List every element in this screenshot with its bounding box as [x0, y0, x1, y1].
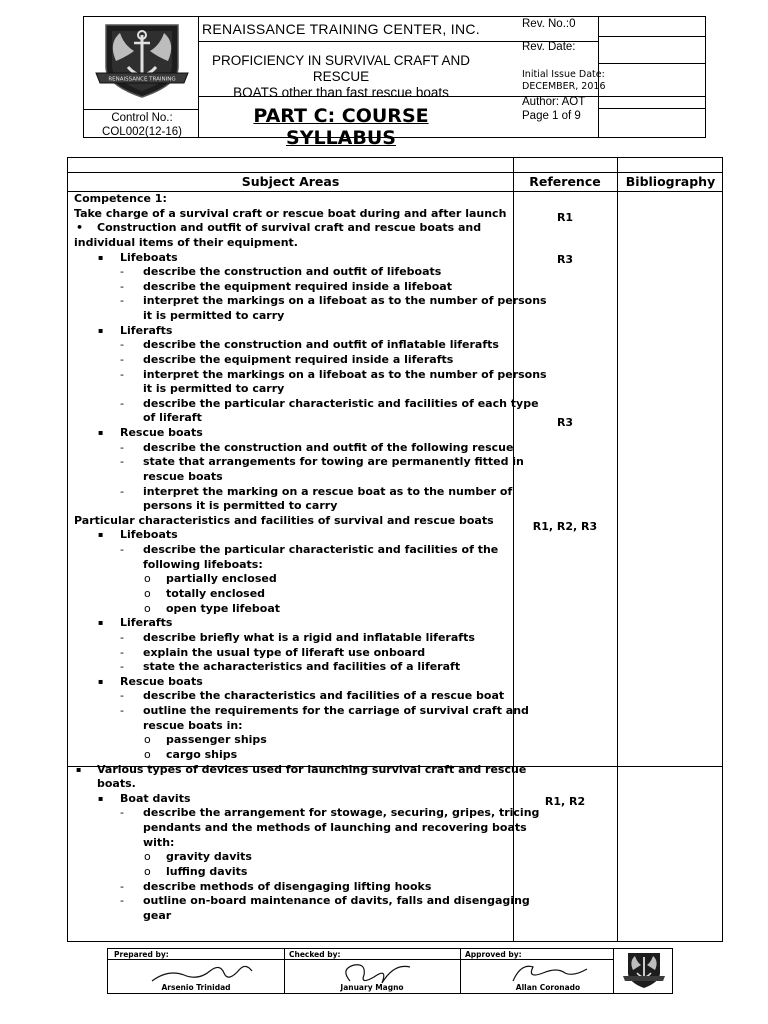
- header-divider: [598, 36, 705, 37]
- course-title-line: BOATS other than fast rescue boats: [233, 85, 449, 100]
- header-divider: [598, 63, 705, 64]
- syllabus-line: rescue boats in:: [143, 718, 243, 732]
- list-marker: -: [120, 279, 124, 293]
- syllabus-line: of liferaft: [143, 411, 202, 425]
- list-marker: o: [144, 747, 151, 761]
- part-title: PART C: COURSE SYLLABUS: [253, 105, 429, 149]
- syllabus-line: describe the equipment required inside a liferafts: [143, 352, 454, 366]
- list-marker: o: [144, 601, 151, 615]
- company-name: RENAISSANCE TRAINING CENTER, INC.: [201, 21, 480, 37]
- syllabus-line: Construction and outfit of survival craft and rescue boats and: [97, 221, 482, 235]
- list-marker: ▪: [98, 793, 104, 803]
- syllabus-line: following lifeboats:: [143, 557, 263, 571]
- footer-logo: [622, 951, 666, 991]
- header-divider: [84, 109, 198, 110]
- reference-entry: R1, R2: [544, 794, 586, 808]
- list-marker: -: [120, 630, 124, 644]
- list-marker: ▪: [98, 325, 104, 335]
- syllabus-line: describe the construction and outfit of the following rescue: [143, 440, 514, 454]
- syllabus-line: outline on-board maintenance of davits, falls and disengaging: [143, 894, 530, 908]
- syllabus-line: partially enclosed: [166, 572, 277, 586]
- syllabus-line: interpret the markings on a lifeboat as to the number of persons: [143, 294, 547, 308]
- list-marker: -: [120, 338, 124, 352]
- syllabus-line: it is permitted to carry: [143, 309, 285, 323]
- list-marker: -: [120, 396, 124, 410]
- approved-by-name: Allan Coronado: [515, 983, 581, 992]
- syllabus-line: state the acharacteristics and facilities of a liferaft: [143, 660, 461, 674]
- syllabus-line: Various types of devices used for launching survival craft and rescue: [97, 762, 527, 776]
- bibliography-header: Bibliography: [625, 174, 716, 189]
- syllabus-line: interpret the markings on a lifeboat as to the number of persons: [143, 367, 547, 381]
- syllabus-line: passenger ships: [166, 733, 267, 747]
- initial-issue-date: [522, 69, 606, 93]
- syllabus-line: persons it is permitted to carry: [143, 499, 338, 513]
- syllabus-line: describe the particular characteristic and facilities of the: [143, 543, 499, 557]
- syllabus-line: Boat davits: [120, 791, 191, 805]
- list-marker: -: [120, 689, 124, 703]
- syllabus-line: describe the characteristics and facilities of a rescue boat: [143, 689, 505, 703]
- syllabus-line: Particular characteristics and facilities of survival and rescue boats: [74, 513, 494, 527]
- syllabus-line: Lifeboats: [120, 528, 178, 542]
- syllabus-table: [67, 157, 723, 942]
- approval-footer: [107, 948, 673, 994]
- course-title: [200, 53, 482, 101]
- reference-header: Reference: [529, 174, 601, 189]
- reference-entry: R1: [556, 211, 574, 225]
- list-marker: -: [120, 660, 124, 674]
- syllabus-line: describe methods of disengaging lifting hooks: [143, 879, 432, 893]
- syllabus-line: state that arrangements for towing are permanently fitted in: [143, 455, 524, 469]
- list-marker: o: [144, 572, 151, 586]
- control-number: [86, 111, 198, 139]
- list-marker: -: [120, 265, 124, 279]
- list-marker: o: [144, 864, 151, 878]
- syllabus-line: outline the requirements for the carriage of survival craft and: [143, 704, 529, 718]
- syllabus-line: boats.: [97, 777, 136, 791]
- list-marker: -: [120, 704, 124, 718]
- syllabus-line: Rescue boats: [120, 674, 203, 688]
- list-marker: -: [120, 894, 124, 908]
- list-marker: ▪: [98, 428, 104, 438]
- syllabus-line: Competence 1:: [74, 192, 167, 205]
- list-marker: -: [120, 455, 124, 469]
- column-divider: [617, 158, 618, 941]
- reference-entry: R3: [556, 415, 574, 429]
- syllabus-line: gear: [143, 908, 172, 922]
- syllabus-line: Liferafts: [120, 616, 173, 630]
- list-marker: -: [120, 294, 124, 308]
- syllabus-line: it is permitted to carry: [143, 382, 285, 396]
- list-marker: -: [120, 879, 124, 893]
- syllabus-line: describe the equipment required inside a lifeboat: [143, 279, 452, 293]
- syllabus-line: describe the particular characteristic and facilities of each type: [143, 396, 539, 410]
- syllabus-line: describe briefly what is a rigid and inflatable liferafts: [143, 630, 475, 644]
- row-divider: [68, 172, 722, 173]
- syllabus-line: with:: [143, 835, 175, 849]
- syllabus-line: describe the arrangement for stowage, securing, gripes, tricing: [143, 806, 540, 820]
- list-marker: ▪: [98, 676, 104, 686]
- syllabus-line: cargo ships: [166, 747, 238, 761]
- list-marker: -: [120, 806, 124, 820]
- page-number: Page 1 of 9: [522, 110, 581, 122]
- list-marker: -: [120, 484, 124, 498]
- syllabus-line: Rescue boats: [120, 426, 203, 440]
- signature-prepared: [148, 961, 258, 985]
- list-marker: •: [76, 221, 84, 235]
- logo-banner-text: RENAISSANCE TRAINING: [108, 76, 176, 83]
- revision-number: Rev. No.:0: [522, 18, 576, 30]
- syllabus-line: Liferafts: [120, 323, 173, 337]
- syllabus-line: describe the construction and outfit of inflatable liferafts: [143, 338, 499, 352]
- prepared-by-label: Prepared by:: [114, 950, 169, 959]
- document-header: [83, 16, 706, 149]
- reference-entry: R1, R2, R3: [532, 519, 598, 533]
- header-divider: [598, 96, 705, 97]
- course-title-line: PROFICIENCY IN SURVIVAL CRAFT AND RESCUE: [211, 53, 471, 84]
- header-divider: [598, 108, 705, 109]
- initial-issue-value: DECEMBER, 2016: [522, 81, 606, 92]
- control-label: Control No.:: [111, 112, 173, 124]
- control-value: COL002(12-16): [102, 126, 182, 138]
- checked-by-name: January Magno: [340, 983, 404, 992]
- company-logo: [94, 21, 190, 103]
- syllabus-line: Lifeboats: [120, 250, 178, 264]
- list-marker: -: [120, 440, 124, 454]
- list-marker: o: [144, 850, 151, 864]
- reference-entry: R3: [556, 253, 574, 267]
- list-marker: ▪: [98, 618, 104, 628]
- revision-date: Rev. Date:: [522, 41, 576, 53]
- syllabus-line: open type lifeboat: [166, 601, 281, 615]
- list-marker: -: [120, 367, 124, 381]
- subject-areas-header: Subject Areas: [241, 174, 340, 189]
- syllabus-line: Take charge of a survival craft or rescue boat during and after launch: [74, 206, 507, 220]
- syllabus-line: describe the construction and outfit of lifeboats: [143, 265, 442, 279]
- prepared-by-name: Arsenio Trinidad: [161, 983, 231, 992]
- list-marker: -: [120, 645, 124, 659]
- approved-by-label: Approved by:: [465, 950, 522, 959]
- list-marker: -: [120, 543, 124, 557]
- syllabus-line: explain the usual type of liferaft use onboard: [143, 645, 426, 659]
- list-marker: o: [144, 587, 151, 600]
- initial-issue-label: Initial Issue Date:: [522, 69, 605, 80]
- signature-approved: [503, 959, 593, 985]
- author: Author: AOT: [522, 96, 586, 108]
- syllabus-line: individual items of their equipment.: [74, 235, 298, 249]
- syllabus-line: interpret the marking on a rescue boat as to the number of: [143, 484, 513, 498]
- list-marker: o: [144, 733, 151, 747]
- list-marker: ▪: [76, 764, 82, 774]
- syllabus-line: luffing davits: [166, 864, 248, 878]
- checked-by-label: Checked by:: [289, 950, 341, 959]
- syllabus-line: totally enclosed: [166, 587, 266, 600]
- list-marker: ▪: [98, 530, 104, 540]
- syllabus-line: pendants and the methods of launching and recovering boats: [143, 821, 527, 835]
- header-divider: [198, 17, 199, 137]
- syllabus-line: gravity davits: [166, 850, 252, 864]
- list-marker: -: [120, 352, 124, 366]
- list-marker: ▪: [98, 252, 104, 262]
- syllabus-line: rescue boats: [143, 469, 223, 483]
